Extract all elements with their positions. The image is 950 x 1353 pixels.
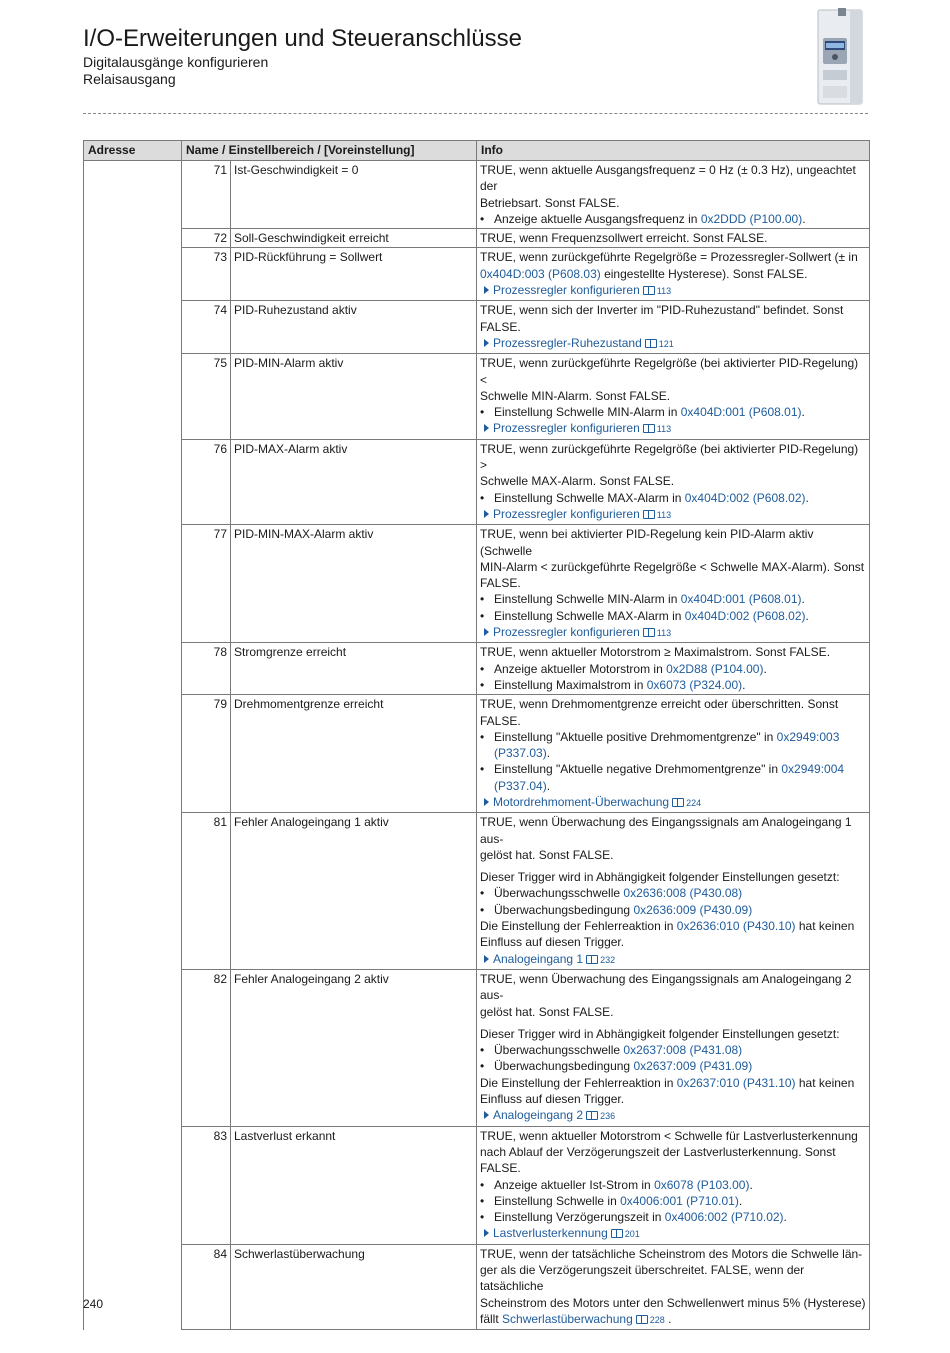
info-cell [477,229,870,248]
value-name: PID-MIN-MAX-Alarm aktiv [231,525,477,643]
info-text: Die Einstellung der Fehlerreaktion in 0x2637:010 (P431.10) hat keinen [480,1075,855,1090]
parameter-link[interactable]: 0x6073 (P324.00) [646,677,743,692]
info-bullet: • Überwachungsschwelle 0x2636:008 (P430.08) [480,885,866,901]
table-row [84,643,870,695]
info-cell [477,813,870,970]
info-cell [477,643,870,695]
info-bullet: • Einstellung Maximalstrom in 0x6073 (P324.00). [480,677,866,693]
page-number: 240 [83,1297,104,1311]
table-row [84,354,870,439]
info-cell [477,1126,870,1244]
arrow-right-icon [484,1229,489,1237]
info-text: TRUE, wenn der tatsächliche Scheinstrom des Motors die Schwelle län- [480,1246,863,1261]
book-icon [645,339,657,348]
info-bullet: • Anzeige aktuelle Ausgangsfrequenz in 0x2DDD (P100.00). [480,211,866,227]
parameter-link[interactable]: 0x404D:003 (P608.03) [480,266,601,281]
arrow-right-icon [484,1111,489,1119]
cross-reference-link[interactable]: Prozessregler-Ruhezustand 121 [480,335,866,352]
info-text: gelöst hat. Sonst FALSE. [480,1004,614,1019]
info-text: nach Ablauf der Verzögerungszeit der Lastverlusterkennung. Sonst [480,1144,836,1159]
parameter-link[interactable]: 0x2636:009 (P430.09) [633,902,753,917]
info-cell [477,969,870,1126]
book-icon [586,1111,598,1120]
parameter-link[interactable]: 0x2636:008 (P430.08) [623,886,743,901]
table-row [84,813,870,970]
info-bullet: • Einstellung Schwelle MAX-Alarm in 0x404D:002 (P608.02). [480,608,866,624]
parameter-link[interactable]: 0x2637:008 (P431.08) [623,1043,743,1058]
parameter-link[interactable]: 0x4006:002 (P710.02) [664,1210,784,1225]
info-text: TRUE, wenn zurückgeführte Regelgröße = Prozessregler-Sollwert (± in [480,250,858,265]
table-row [84,1126,870,1244]
cross-reference-link[interactable]: Prozessregler konfigurieren 113 [480,624,866,641]
info-text: TRUE, wenn aktueller Motorstrom ≥ Maximalstrom. Sonst FALSE. [480,645,831,660]
info-text: fällt Schwerlastüberwachung 228 . [480,1311,672,1326]
cross-reference-link[interactable]: Analogeingang 1 232 [480,951,866,968]
info-bullet: • Anzeige aktueller Motorstrom in 0x2D88 (P104.00). [480,661,866,677]
info-text: Schwelle MIN-Alarm. Sonst FALSE. [480,388,671,403]
info-bullet: • Überwachungsbedingung 0x2636:009 (P430.09) [480,902,866,918]
parameter-link[interactable]: 0x404D:001 (P608.01) [680,592,802,607]
inverter-device-icon [812,8,868,106]
table-row [84,229,870,248]
info-text: TRUE, wenn Frequenzsollwert erreicht. Sonst FALSE. [480,231,768,246]
info-text: MIN-Alarm < zurückgeführte Regelgröße < Schwelle MAX-Alarm). Sonst [480,559,865,574]
page-title: I/O-Erweiterungen und Steueranschlüsse [83,25,522,52]
cross-reference-link[interactable]: Schwerlastüberwachung [502,1311,633,1326]
value-name: Lastverlust erkannt [231,1126,477,1244]
section-subtitle: Digitalausgänge konfigurieren [83,54,269,70]
header-divider [83,113,868,114]
info-cell [477,525,870,643]
value-number: 71 [182,161,231,229]
book-icon [611,1229,623,1238]
page-header [83,24,783,88]
value-name: Stromgrenze erreicht [231,643,477,695]
address-cell [84,161,182,1330]
value-number: 73 [182,248,231,301]
info-text: TRUE, wenn aktuelle Ausgangsfrequenz = 0 Hz (± 0.3 Hz), ungeachtet der [480,163,856,194]
value-number: 72 [182,229,231,248]
column-header-name: Name / Einstellbereich / [Voreinstellung] [182,141,477,161]
table-row [84,695,870,813]
arrow-right-icon [484,955,489,963]
info-cell [477,161,870,229]
cross-reference-link[interactable]: Prozessregler konfigurieren 113 [480,420,866,437]
value-number: 84 [182,1244,231,1329]
parameter-table [83,140,870,1330]
info-text: FALSE. [480,576,521,591]
parameter-link[interactable]: 0x2D88 (P104.00) [666,661,764,676]
value-name: Drehmomentgrenze erreicht [231,695,477,813]
info-bullet: • Einstellung "Aktuelle positive Drehmomentgrenze" in 0x2949:003 (P337.03). [480,729,866,762]
cross-reference-link[interactable]: Motordrehmoment-Überwachung 224 [480,794,866,811]
info-cell [477,695,870,813]
table-row [84,248,870,301]
parameter-link[interactable]: 0x4006:001 (P710.01) [620,1193,739,1208]
parameter-link[interactable]: (P337.03) [494,746,547,761]
value-number: 83 [182,1126,231,1244]
info-bullet: • Einstellung "Aktuelle negative Drehmomentgrenze" in 0x2949:004 (P337.04). [480,761,866,794]
value-name: Fehler Analogeingang 2 aktiv [231,969,477,1126]
parameter-link[interactable]: 0x2DDD (P100.00) [700,211,803,226]
info-bullet: • Anzeige aktueller Ist-Strom in 0x6078 (P103.00). [480,1177,866,1193]
info-text: Scheinstrom des Motors unter den Schwellenwert minus 5% (Hysterese) [480,1295,866,1310]
info-text: Betriebsart. Sonst FALSE. [480,195,620,210]
value-number: 75 [182,354,231,439]
info-text: Dieser Trigger wird in Abhängigkeit folgender Einstellungen gesetzt: [480,870,840,885]
arrow-right-icon [484,424,489,432]
book-icon [643,286,655,295]
column-header-info: Info [477,141,870,161]
value-name: PID-Ruhezustand aktiv [231,301,477,354]
info-bullet: • Überwachungsbedingung 0x2637:009 (P431.09) [480,1058,866,1074]
info-text: TRUE, wenn zurückgeführte Regelgröße (bei aktivierter PID-Regelung) > [480,441,859,473]
book-icon [586,955,598,964]
info-bullet: • Einstellung Schwelle MIN-Alarm in 0x404D:001 (P608.01). [480,591,866,607]
arrow-right-icon [484,339,489,347]
info-text: 0x404D:003 (P608.03) eingestellte Hysterese). Sonst FALSE. [480,266,808,281]
parameter-link[interactable]: 0x2949:003 [776,729,840,744]
book-icon [636,1315,648,1324]
arrow-right-icon [484,286,489,294]
table-header-row [84,141,870,161]
info-text: Dieser Trigger wird in Abhängigkeit folgender Einstellungen gesetzt: [480,1026,840,1041]
info-text: Einfluss auf diesen Trigger. [480,935,625,950]
cross-reference-link[interactable]: Lastverlusterkennung 201 [480,1225,866,1242]
info-text: FALSE. [480,713,521,728]
info-text: Die Einstellung der Fehlerreaktion in 0x2636:010 (P430.10) hat keinen [480,919,855,934]
info-text: TRUE, wenn zurückgeführte Regelgröße (bei aktivierter PID-Regelung) < [480,356,859,387]
info-bullet: • Einstellung Schwelle MAX-Alarm in 0x404D:002 (P608.02). [480,490,866,506]
value-number: 74 [182,301,231,354]
info-text: gelöst hat. Sonst FALSE. [480,847,614,862]
cross-reference-link[interactable]: Analogeingang 2 236 [480,1107,866,1124]
info-text: TRUE, wenn Drehmomentgrenze erreicht oder überschritten. Sonst [480,697,839,712]
info-text: Einfluss auf diesen Trigger. [480,1092,625,1107]
info-cell [477,439,870,524]
table-row [84,161,870,229]
value-name: PID-MIN-Alarm aktiv [231,354,477,439]
parameter-link[interactable]: 0x404D:002 (P608.02) [684,490,806,505]
table-row [84,439,870,524]
book-icon [643,628,655,637]
value-number: 79 [182,695,231,813]
table-row [84,1244,870,1329]
parameter-link[interactable]: 0x404D:001 (P608.01) [680,405,802,420]
value-number: 77 [182,525,231,643]
info-text: FALSE. [480,1161,521,1176]
value-name: Soll-Geschwindigkeit erreicht [231,229,477,248]
info-bullet: • Einstellung Verzögerungszeit in 0x4006:002 (P710.02). [480,1209,866,1225]
info-text: ger als die Verzögerungszeit überschreitet. FALSE, wenn der tatsächliche [480,1263,805,1294]
info-text: FALSE. [480,319,521,334]
book-icon [643,424,655,433]
table-row [84,969,870,1126]
book-icon [672,798,684,807]
info-cell [477,248,870,301]
table-row [84,301,870,354]
table-row [84,525,870,643]
subsection-subtitle: Relaisausgang [83,71,176,87]
info-bullet: • Überwachungsschwelle 0x2637:008 (P431.08) [480,1042,866,1058]
parameter-link[interactable]: 0x2637:009 (P431.09) [633,1059,753,1074]
value-number: 76 [182,439,231,524]
value-number: 82 [182,969,231,1126]
info-text: TRUE, wenn bei aktivierter PID-Regelung kein PID-Alarm aktiv (Schwelle [480,527,814,558]
info-cell [477,1244,870,1329]
info-cell [477,354,870,439]
value-name: Ist-Geschwindigkeit = 0 [231,161,477,229]
book-icon [643,510,655,519]
value-name: Schwerlastüberwachung [231,1244,477,1329]
cross-reference-link[interactable]: Prozessregler konfigurieren 113 [480,282,866,299]
info-text: Schwelle MAX-Alarm. Sonst FALSE. [480,474,675,489]
value-name: PID-MAX-Alarm aktiv [231,439,477,524]
value-number: 81 [182,813,231,970]
parameter-link[interactable]: 0x2949:004 [781,762,845,777]
cross-reference-link[interactable]: Prozessregler konfigurieren 113 [480,506,866,523]
info-text: TRUE, wenn sich der Inverter im "PID-Ruhezustand" befindet. Sonst [480,303,844,318]
parameter-link[interactable]: 0x2636:010 (P430.10) [676,919,796,934]
arrow-right-icon [484,628,489,636]
arrow-right-icon [484,798,489,806]
info-bullet: • Einstellung Schwelle MIN-Alarm in 0x404D:001 (P608.01). [480,404,866,420]
arrow-right-icon [484,510,489,518]
value-name: Fehler Analogeingang 1 aktiv [231,813,477,970]
info-text: TRUE, wenn Überwachung des Eingangssignals am Analogeingang 2 aus- [480,971,852,1003]
info-cell [477,301,870,354]
value-name: PID-Rückführung = Sollwert [231,248,477,301]
parameter-link[interactable]: 0x6078 (P103.00) [654,1177,750,1192]
info-text: TRUE, wenn Überwachung des Eingangssignals am Analogeingang 1 aus- [480,815,852,846]
parameter-link[interactable]: 0x2637:010 (P431.10) [676,1075,796,1090]
value-number: 78 [182,643,231,695]
info-bullet: • Einstellung Schwelle in 0x4006:001 (P710.01). [480,1193,866,1209]
info-text: TRUE, wenn aktueller Motorstrom < Schwelle für Lastverlusterkennung [480,1128,858,1143]
parameter-link[interactable]: 0x404D:002 (P608.02) [684,608,806,623]
column-header-address: Adresse [84,141,182,161]
parameter-link[interactable]: (P337.04) [494,778,547,793]
